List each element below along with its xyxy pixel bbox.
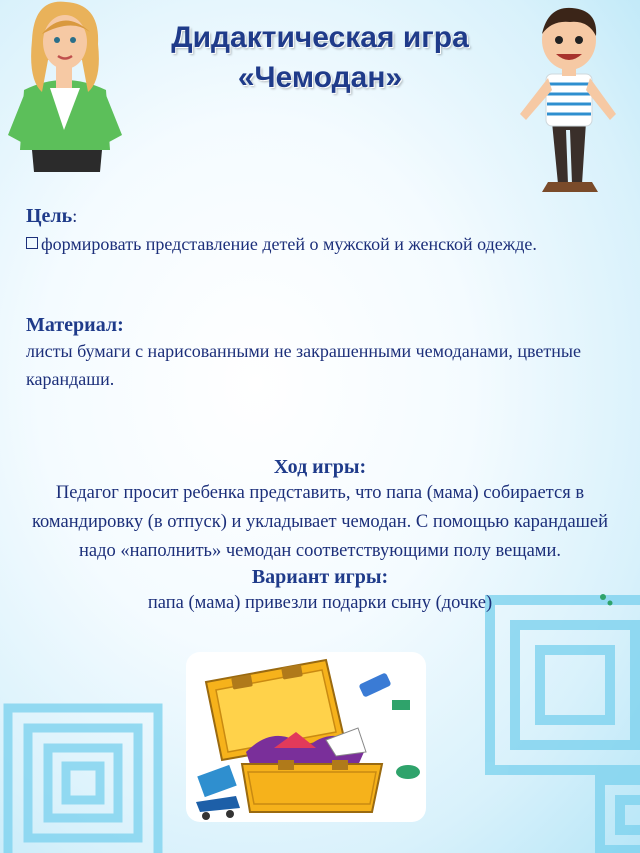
goal-text: формировать представление детей о мужской и женской одежде. [41, 234, 537, 254]
girl-illustration [2, 0, 128, 172]
title-line-1: Дидактическая игра [171, 21, 469, 54]
boy-illustration [508, 2, 623, 197]
goal-colon: : [72, 206, 78, 226]
square-spiral-decoration-bottom-left [0, 690, 170, 853]
suitcase-illustration [186, 652, 426, 822]
goal-section [26, 202, 546, 258]
title-line-2: «Чемодан» [237, 61, 403, 94]
course-section [30, 456, 610, 618]
material-text: листы бумаги с нарисованными не закрашенными чемоданами, цветные карандаши. [26, 341, 581, 389]
course-text: Педагог просит ребенка представить, что папа (мама) собирается в командировку (в отпуск) и укладывает чемодан. С помощью карандашей надо «наполнить» чемодан соответствующими полу вещами. [31, 483, 609, 561]
page-title [140, 18, 500, 98]
material-heading: Материал: [26, 314, 124, 336]
checkbox-bullet-icon [26, 237, 38, 249]
variant-heading: Вариант игры: [251, 566, 389, 588]
goal-heading: Цель [26, 205, 73, 227]
material-section [26, 314, 586, 393]
course-heading: Ход игры: [273, 456, 367, 478]
sparkle-icon [598, 592, 614, 608]
variant-text: папа (мама) привезли подарки сыну (дочке) [147, 593, 493, 613]
